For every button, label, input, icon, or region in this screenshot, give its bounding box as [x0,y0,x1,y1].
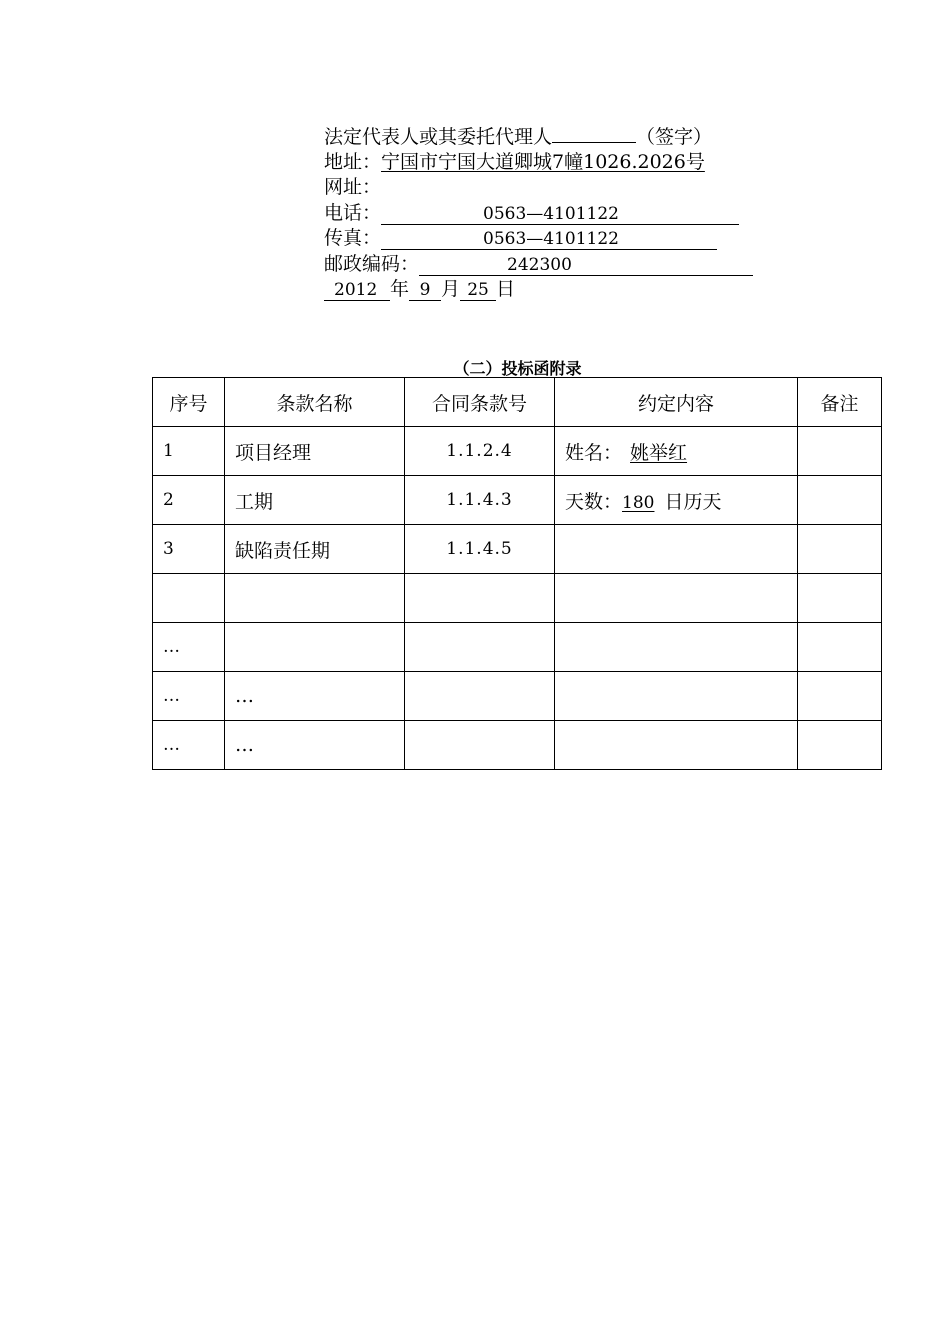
content-value: 180 [622,492,655,513]
row-remarks [798,476,882,525]
row-clause-number: 1.1.4.3 [405,476,555,525]
row-clause-number [405,721,555,770]
address-label: 地址： [324,150,382,173]
row-clause-name: … [225,672,405,721]
row-clause-number [405,672,555,721]
header-seq: 序号 [153,378,225,427]
table-row [153,721,882,770]
content-label: 天数： [565,490,623,513]
row-clause-name: 工期 [225,476,405,525]
row-seq: 1 [153,427,225,476]
row-remarks [798,672,882,721]
row-seq: … [153,623,225,672]
appendix-table [152,377,882,770]
date-day-unit: 日 [496,278,516,300]
row-agreed-content [555,476,798,525]
row-seq: … [153,721,225,770]
address-line [324,150,753,176]
header-clause-name: 条款名称 [225,378,405,427]
row-remarks [798,721,882,770]
website-label: 网址： [324,176,382,198]
row-agreed-content [555,574,798,623]
phone-label: 电话： [324,201,382,224]
signature-note: （签字） [636,126,713,148]
appendix-title: （二）投标函附录 [453,359,582,378]
date-year-unit: 年 [390,278,410,300]
header-agreed-content: 约定内容 [555,378,798,427]
phone-value: 0563—4101122 [381,204,739,225]
representative-label: 法定代表人或其委托代理人 [324,126,553,148]
table-row [153,525,882,574]
row-seq: 3 [153,525,225,574]
row-remarks [798,574,882,623]
row-seq [153,574,225,623]
row-clause-name: 项目经理 [225,427,405,476]
row-clause-name: … [225,721,405,770]
row-agreed-content [555,623,798,672]
row-seq: 2 [153,476,225,525]
row-clause-name [225,574,405,623]
date-month-unit: 月 [441,278,461,300]
row-agreed-content [555,672,798,721]
content-suffix: 日历天 [664,490,722,513]
table-header-row [153,378,882,427]
header-remarks: 备注 [798,378,882,427]
row-remarks [798,525,882,574]
table-row [153,672,882,721]
row-agreed-content [555,721,798,770]
row-seq: … [153,672,225,721]
row-clause-name: 缺陷责任期 [225,525,405,574]
row-clause-name [225,623,405,672]
fax-line [324,226,753,252]
table-row [153,427,882,476]
postcode-line [324,252,753,278]
row-clause-number: 1.1.4.5 [405,525,555,574]
representative-line [324,124,753,150]
date-line [324,277,753,303]
postcode-label: 邮政编码： [324,252,420,275]
signature-block [324,124,753,303]
postcode-value: 242300 [419,255,753,276]
content-value: 姚举红 [630,441,688,464]
signature-blank [552,124,636,143]
content-label: 姓名： [565,441,623,464]
fax-label: 传真： [324,227,382,249]
website-line [324,175,753,201]
date-day: 25 [460,280,496,301]
phone-line [324,201,753,227]
row-remarks [798,427,882,476]
row-agreed-content [555,525,798,574]
address-value: 宁国市宁国大道卿城7幢1026.2026号 [381,150,705,173]
row-clause-number [405,574,555,623]
date-month: 9 [409,280,441,301]
row-clause-number: 1.1.2.4 [405,427,555,476]
date-year: 2012 [324,280,390,301]
table-row [153,623,882,672]
table-row [153,574,882,623]
fax-value: 0563—4101122 [381,229,717,250]
table-row [153,476,882,525]
row-agreed-content [555,427,798,476]
header-clause-number: 合同条款号 [405,378,555,427]
row-remarks [798,623,882,672]
row-clause-number [405,623,555,672]
